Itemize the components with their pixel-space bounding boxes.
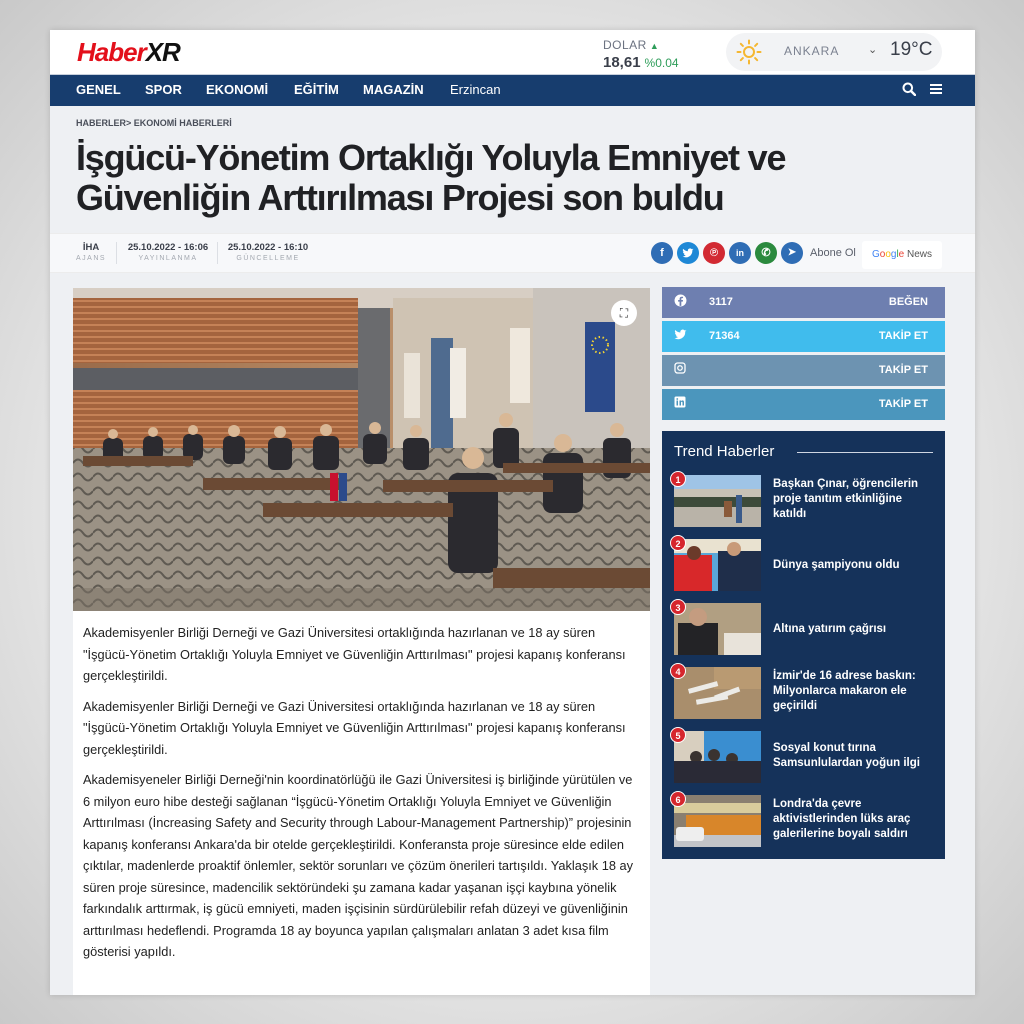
- published-label: YAYINLANMA: [138, 255, 198, 262]
- trend-thumbnail: [674, 731, 761, 783]
- meta-divider: [217, 242, 218, 264]
- currency-label: DOLAR: [603, 38, 647, 52]
- share-linkedin-icon[interactable]: in: [729, 242, 751, 264]
- social-row-twitter[interactable]: [662, 321, 945, 352]
- temperature: 19°C: [890, 39, 933, 60]
- facebook-action[interactable]: BEĞEN: [888, 296, 928, 308]
- breadcrumb-item-haberler[interactable]: HABERLER: [76, 118, 127, 128]
- trend-item-title[interactable]: Londra'da çevre aktivistlerinden lüks araç galerilerine boyalı saldırı: [773, 798, 911, 840]
- currency-value: 18,61: [603, 54, 641, 71]
- share-twitter-icon[interactable]: [677, 242, 699, 264]
- trend-thumbnail: [674, 667, 761, 719]
- trend-item-title[interactable]: Altına yatırım çağrısı: [773, 623, 887, 635]
- trend-item-title[interactable]: Dünya şampiyonu oldu: [773, 559, 900, 571]
- article-paragraph: Akademisyenler Birliği Derneği ve Gazi Üniversitesi ortaklığında hazırlanan ve 18 ay süren "İşgücü-Yönetim Ortaklığı Yoluyla Emniyet ve Güvenliğin Arttırılması" projesi kapanış konferansı gerçekleştirildi.: [83, 698, 626, 757]
- social-row-instagram[interactable]: [662, 355, 945, 386]
- expand-image-icon[interactable]: ⛶: [611, 300, 637, 326]
- facebook-count: 3117: [709, 296, 733, 308]
- article-paragraph: Akademisyeneler Birliği Derneği'nin koordinatörlüğü ile Gazi Üniversitesi iş birliğinde yürütülen ve 6 milyon euro hibe desteği sağlanan “İşgücü-Yönetim Ortaklığı Yoluyla Emniyet ve Güvenliğin Arttırılması (İncreasing Safety and Security through Labour-Management Partnership)” projesinin kapanış konferansı Ankara'da bir otelde gerçekleştirildi. Konferansta proje süresince elde edilen çıktılar, madenlerde proaktif önlemler, sektör sorunları ve çözüm önerileri tartışıldı. Yaklaşık 18 ay süren proje süresince, madencilik sektöründeki şu zamana kadar yaşanan işçi kaybına yönelik farkındalık arttırmak, iş gücü emniyeti, maden işçisinin sürdürülebilir refah düzeyi ve güvenliğinin arttırılması hedeflendi. Programda 18 ay boyunca yapılan çalışmaları anlatan 3 adet kısa film gösterisi yapıldı.: [83, 772, 634, 959]
- trend-divider: [797, 452, 933, 453]
- twitter-action[interactable]: TAKİP ET: [878, 330, 928, 342]
- trend-up-icon: ▲: [649, 41, 659, 51]
- breadcrumb: [76, 118, 232, 128]
- article-photo[interactable]: [73, 288, 650, 611]
- menu-icon[interactable]: [930, 83, 942, 95]
- article-text: [83, 622, 638, 972]
- published-value: 25.10.2022 - 16:06: [127, 242, 209, 253]
- city-select[interactable]: ANKARA: [784, 44, 840, 58]
- meta-updated: [226, 242, 310, 262]
- trend-rank-badge: 6: [670, 791, 686, 807]
- main-nav: [50, 74, 975, 106]
- google-news-label: News: [907, 249, 933, 260]
- updated-label: GÜNCELLEME: [236, 255, 300, 262]
- article-body-card: [73, 288, 650, 995]
- conference-room-image: [73, 288, 650, 611]
- meta-published: [126, 242, 210, 262]
- trend-rank-badge: 1: [670, 471, 686, 487]
- logo-part-1: Haber: [77, 37, 146, 67]
- twitter-count: 71364: [709, 330, 740, 342]
- nav-item-ekonomi[interactable]: EKONOMİ: [206, 82, 269, 97]
- social-row-facebook[interactable]: [662, 287, 945, 318]
- facebook-icon: [674, 294, 688, 308]
- share-facebook-icon[interactable]: f: [651, 242, 673, 264]
- trend-title: Trend Haberler: [674, 443, 775, 460]
- share-pinterest-icon[interactable]: ℗: [703, 242, 725, 264]
- trend-rank-badge: 5: [670, 727, 686, 743]
- weather-widget: [726, 33, 942, 71]
- nav-item-magazin[interactable]: MAGAZİN: [363, 82, 424, 97]
- chevron-down-icon[interactable]: ⌄: [868, 44, 878, 56]
- agency-value: İHA: [82, 242, 100, 253]
- trend-item[interactable]: [662, 667, 945, 721]
- instagram-icon: [674, 362, 688, 376]
- trend-thumbnail: [674, 795, 761, 847]
- trend-item-title[interactable]: Başkan Çınar, öğrencilerin proje tanıtım etkinliğine katıldı: [773, 478, 919, 520]
- trend-thumbnail: [674, 539, 761, 591]
- share-whatsapp-icon[interactable]: ✆: [755, 242, 777, 264]
- currency-widget: [603, 36, 679, 72]
- page: [50, 30, 975, 995]
- trend-item[interactable]: [662, 731, 945, 785]
- google-news-button[interactable]: Google News: [862, 241, 942, 269]
- trend-rank-badge: 4: [670, 663, 686, 679]
- instagram-action[interactable]: TAKİP ET: [878, 364, 928, 376]
- meta-divider: [116, 242, 117, 264]
- article-title: İşgücü-Yönetim Ortaklığı Yoluyla Emniyet ve Güvenliğin Arttırılması Projesi son buldu: [76, 137, 786, 218]
- updated-value: 25.10.2022 - 16:10: [227, 242, 309, 253]
- linkedin-action[interactable]: TAKİP ET: [878, 398, 928, 410]
- share-telegram-icon[interactable]: ➤: [781, 242, 803, 264]
- meta-agency: [76, 242, 106, 262]
- trend-item[interactable]: [662, 475, 945, 529]
- nav-item-egitim[interactable]: EĞİTİM: [294, 82, 339, 97]
- trend-news-panel: [662, 431, 945, 859]
- top-bar: [50, 30, 975, 74]
- search-icon[interactable]: [902, 82, 916, 96]
- trend-thumbnail: [674, 475, 761, 527]
- article-paragraph: Akademisyenler Birliği Derneği ve Gazi Üniversitesi ortaklığında hazırlanan ve 18 ay süren "İşgücü-Yönetim Ortaklığı Yoluyla Emniyet ve Güvenliğin Arttırılması" projesi kapanış konferansı gerçekleştirildi.: [83, 625, 626, 683]
- trend-item[interactable]: [662, 603, 945, 657]
- nav-item-erzincan[interactable]: Erzincan: [450, 82, 501, 97]
- subscribe-link[interactable]: Abone Ol: [810, 247, 856, 259]
- sun-icon: [736, 39, 762, 65]
- agency-label: AJANS: [76, 255, 107, 262]
- breadcrumb-item-ekonomi[interactable]: EKONOMİ HABERLERİ: [133, 118, 232, 128]
- trend-item-title[interactable]: Sosyal konut tırına Samsunlulardan yoğun ilgi: [773, 742, 920, 769]
- breadcrumb-separator: >: [126, 118, 132, 128]
- nav-item-genel[interactable]: GENEL: [76, 82, 121, 97]
- trend-item-title[interactable]: İzmir'de 16 adrese baskın: Milyonlarca makaron ele geçirildi: [773, 670, 916, 712]
- twitter-icon: [674, 328, 688, 342]
- trend-item[interactable]: [662, 795, 945, 849]
- site-logo[interactable]: [77, 37, 180, 68]
- logo-part-2: XR: [145, 37, 180, 67]
- trend-rank-badge: 3: [670, 599, 686, 615]
- nav-item-spor[interactable]: SPOR: [145, 82, 182, 97]
- trend-item[interactable]: [662, 539, 945, 593]
- currency-change: %0.04: [644, 56, 679, 70]
- linkedin-icon: [674, 396, 688, 410]
- article-meta-bar: [50, 233, 975, 273]
- social-row-linkedin[interactable]: [662, 389, 945, 420]
- trend-thumbnail: [674, 603, 761, 655]
- trend-rank-badge: 2: [670, 535, 686, 551]
